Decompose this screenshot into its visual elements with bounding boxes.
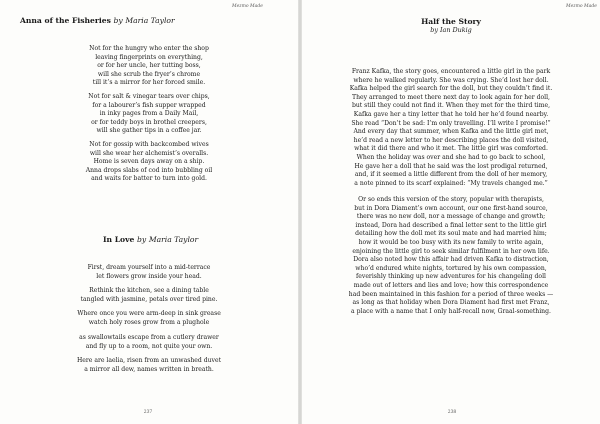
running-head-right: Mezmo Made	[566, 4, 597, 9]
text-line: enjoining the little girl to seek similar fulfilment in her own life.	[352, 247, 550, 255]
story-heading	[302, 17, 600, 34]
poem-line: or for her uncle, her tutting boss,	[97, 62, 201, 70]
poem-line: a mirror all dew, names written in breath.	[84, 365, 214, 373]
poem-line: Home is seven days away on a ship.	[93, 158, 205, 166]
poem-line: Anna drops slabs of cod into bubbling oil	[85, 166, 213, 174]
text-line: where he walked regularly. She was crying. She’d lost her doll.	[353, 76, 549, 84]
right-page	[302, 0, 600, 424]
text-line: but in Dora Diament’s own account, our one first-hand source,	[354, 204, 548, 212]
text-line: Kafka helped the girl search for the doll, but they couldn’t find it.	[349, 85, 553, 93]
poem-by: by	[113, 16, 123, 25]
poem-line: for a labourer’s fish supper wrapped	[92, 101, 206, 109]
text-line: how it would be too busy with its new family to write again,	[358, 238, 544, 246]
poem-line: will she wear her alchemist’s overalls.	[89, 149, 209, 157]
poem-line: Here are laelia, risen from an unwashed duvet	[76, 357, 222, 364]
poem-stanza	[40, 93, 258, 136]
poem-line: and fly up to a room, not quite your own.	[85, 342, 213, 350]
text-line: He gave her a doll that he said was the lost prodigal returned,	[354, 162, 548, 170]
text-line: She read “Don’t be sad: I’m only travelling. I’ll write I promise!”	[351, 119, 551, 127]
story-paragraph	[312, 68, 590, 188]
page-number-right: 238	[447, 410, 457, 415]
poem-stanza	[40, 310, 258, 327]
poem-stanza	[40, 334, 258, 351]
text-line: And every day that summer, when Kafka and the little girl met,	[353, 128, 549, 136]
text-line: a place with a name that I only half-recall now, Graal-something.	[351, 307, 551, 315]
text-line: Franz Kafka, the story goes, encountered a little girl in the park	[351, 68, 551, 75]
poem-line: Not for salt & vinegar tears over chips,	[88, 93, 210, 100]
poem-title-text: In Love	[103, 235, 135, 244]
text-line: as long as that holiday when Dora Diament had first met Franz,	[352, 299, 550, 307]
running-head-left: Mezmo Made	[232, 4, 263, 9]
poem-line: will she scrub the fryer’s chrome	[97, 70, 201, 78]
poem-line: and waits for batter to turn into gold.	[91, 175, 207, 183]
text-line: a note pinned to its scarf explained: “My travels changed me.”	[354, 179, 548, 187]
poem-line: till it’s a mirror for her forced smile.	[92, 79, 206, 87]
poem-stanza	[40, 141, 258, 184]
page-number-left: 237	[143, 410, 153, 415]
poem-line: as swallowtails escape from a cutlery drawer	[79, 334, 219, 341]
poem-line: Where once you were arm-deep in sink grease	[77, 310, 221, 317]
text-line: made out of letters and lies and love; how this correspondence	[353, 281, 549, 289]
text-line: there was no new doll, nor a message of change and growth;	[356, 213, 546, 221]
poem-line: Rethink the kitchen, see a dining table	[89, 287, 209, 294]
poem-author: Maria Taylor	[125, 16, 175, 25]
poem-line: will she gather tips in a coffee jar.	[96, 127, 202, 135]
text-line: feverishly thinking up new adventures for his changeling doll	[356, 273, 546, 281]
text-line: Dora also noted how this affair had driven Kafka to distraction,	[353, 256, 549, 264]
text-line: instead, Dora had described a final letter sent to the little girl	[355, 221, 547, 229]
text-line: he’d read a new letter to her describing places the doll visited,	[353, 136, 549, 144]
poem-line: Not for the hungry who enter the shop	[89, 45, 209, 52]
text-line: When the holiday was over and she had to go back to school,	[356, 153, 546, 161]
poem-line: First, dream yourself into a mid-terrace	[87, 264, 211, 271]
text-line: They arranged to meet there next day to look again for her doll,	[352, 93, 550, 101]
text-line: and, if it seemed a little different from the doll of her memory,	[354, 171, 548, 179]
poem-by: by	[137, 235, 147, 244]
text-line: but still they could not find it. When they met for the third time,	[351, 102, 551, 110]
poem-line: or for teddy boys in brothel creepers,	[91, 118, 207, 126]
poem-line: leaving fingerprints on everything,	[95, 53, 203, 61]
poem-line: watch holy roses grow from a plughole	[88, 318, 210, 326]
poem-stanza	[40, 287, 258, 304]
text-line: detailing how the doll met its soul mate and had married him;	[355, 230, 547, 238]
poem-author: Maria Taylor	[148, 235, 199, 244]
text-line: what it did there and who it met. The little girl was comforted.	[354, 145, 548, 153]
poem-stanza	[40, 264, 258, 281]
text-line: who’d endured white nights, tortured by his own compassion,	[355, 264, 547, 272]
poem-line: in inky pages from a Daily Mail,	[99, 110, 199, 118]
text-line: Kafka gave her a tiny letter that he told her he’d found nearby.	[353, 110, 549, 118]
poem-title-in-love	[103, 235, 198, 244]
text-line: had been maintained in this fashion for a period of three weeks —	[348, 290, 554, 298]
poem-stanza	[40, 357, 258, 374]
story-title: Half the Story	[421, 17, 481, 26]
poem-line: let flowers grow inside your head.	[96, 272, 202, 280]
left-page	[0, 0, 298, 424]
poem-title-anna	[20, 16, 175, 25]
poem-stanza	[40, 45, 258, 88]
poem-title-text: Anna of the Fisheries	[20, 16, 111, 25]
poem-line: Not for gossip with backcombed wives	[89, 141, 209, 148]
poem-line: tangled with jasmine, petals over tired pine.	[80, 295, 218, 303]
text-line: Or so ends this version of the story, popular with therapists,	[358, 196, 544, 203]
story-byline: by Ian Dukig	[430, 26, 472, 34]
story-paragraph	[312, 196, 590, 316]
